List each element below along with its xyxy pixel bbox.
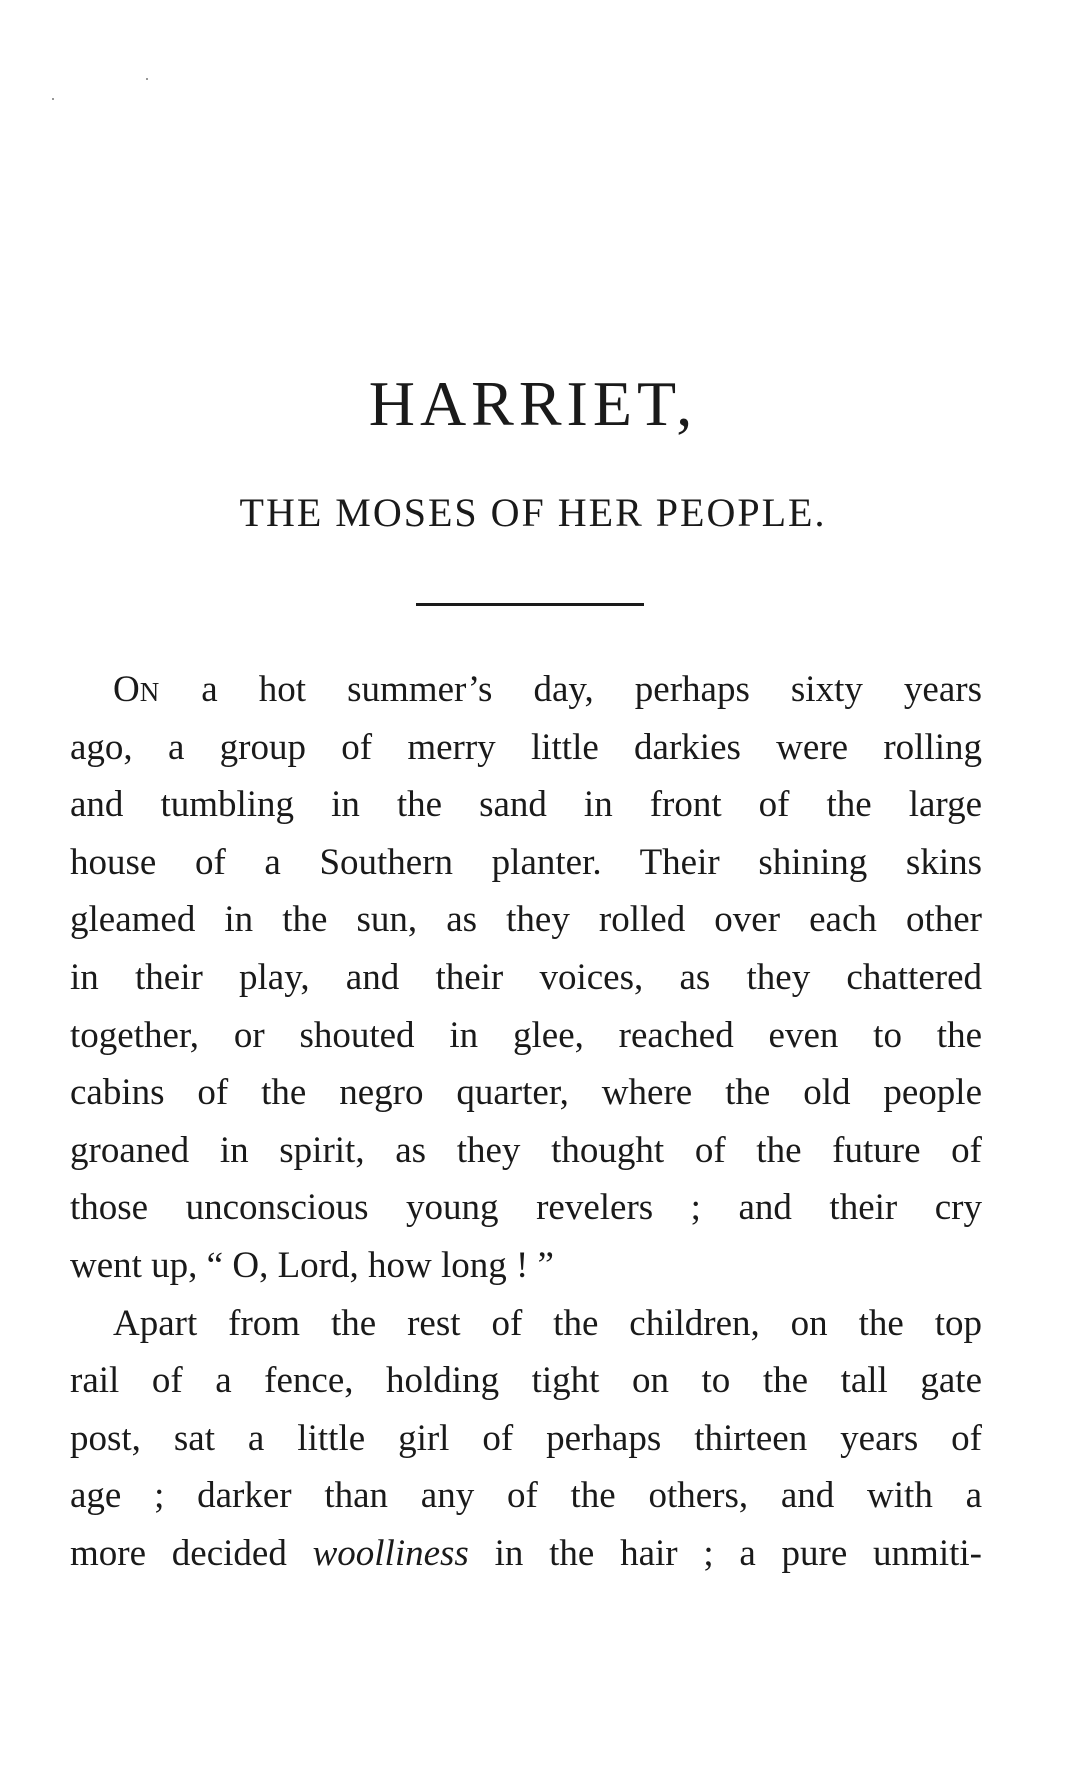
paragraph-1-line-5: gleamed in the sun, as they rolled over each other — [70, 899, 982, 940]
paragraph-2-line-2: rail of a fence, holding tight on to the tall gate — [70, 1360, 982, 1401]
paragraph-1-line-8: cabins of the negro quarter, where the old people — [70, 1072, 982, 1113]
paragraph-1-line-3: and tumbling in the sand in front of the large — [70, 784, 982, 825]
paragraph-1-line-2: ago, a group of merry little darkies were rolling — [70, 727, 982, 768]
paragraph-2-line-5 — [70, 1532, 982, 1576]
paragraph-1-line-11: went up, “ O, Lord, how long ! ” — [70, 1245, 554, 1286]
paragraph-2-line-3: post, sat a little girl of perhaps thirteen years of — [70, 1418, 982, 1459]
paper-speck — [146, 78, 148, 80]
page-title: HARRIET, — [368, 368, 698, 439]
line-text: a hot summer’s day, perhaps sixty years — [160, 669, 982, 710]
paragraph-2-line-1: Apart from the rest of the children, on the top — [113, 1303, 982, 1344]
paragraph-1-line-10: those unconscious young revelers ; and their cry — [70, 1187, 982, 1228]
paragraph-1-line-9: groaned in spirit, as they thought of the future of — [70, 1130, 982, 1171]
page-subtitle: THE MOSES OF HER PEOPLE. — [239, 490, 827, 535]
paragraph-1-line-7: together, or shouted in glee, reached even to the — [70, 1015, 982, 1056]
paragraph-1-line-4: house of a Southern planter. Their shining skins — [70, 842, 982, 883]
paragraph-1-line-6: in their play, and their voices, as they chattered — [70, 957, 982, 998]
paragraph-1-line-1 — [113, 668, 982, 712]
title-rule — [416, 603, 644, 606]
italic-word: woolliness — [312, 1533, 469, 1574]
line-text: in the hair ; a pure unmiti- — [468, 1533, 982, 1574]
small-caps-letter: N — [139, 677, 161, 707]
paragraph-2-line-4: age ; darker than any of the others, and with a — [70, 1475, 982, 1516]
drop-letter: O — [113, 669, 140, 710]
line-text: more decided — [70, 1533, 313, 1574]
paper-speck — [52, 98, 54, 100]
